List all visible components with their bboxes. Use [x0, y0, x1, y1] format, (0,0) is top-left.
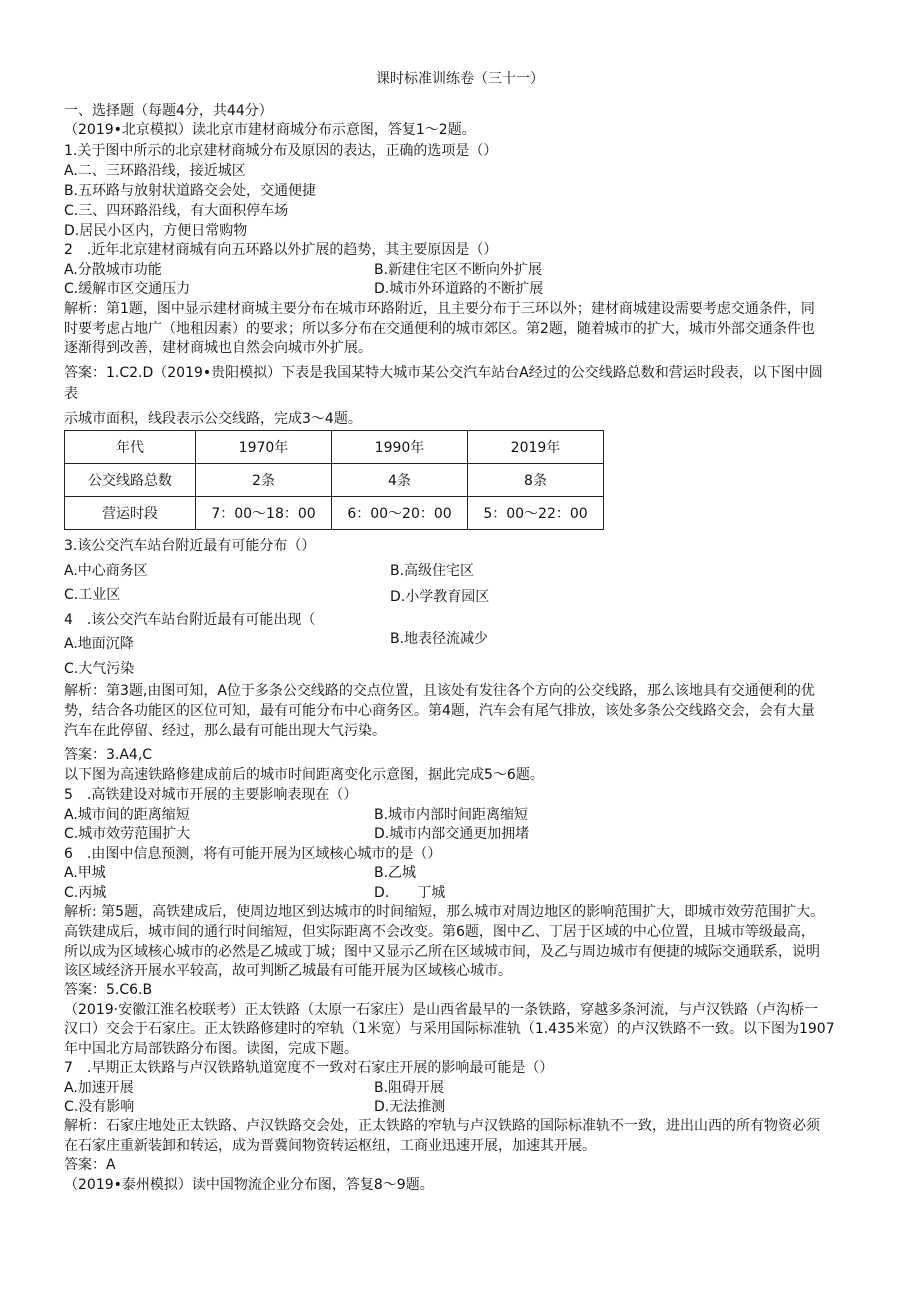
q3-option-c: C.工业区 — [64, 587, 121, 603]
analysis-text: 在石家庄重新装卸和转运，成为晋冀间物资转运枢纽，工商业迅速开展，加速其开展。 — [64, 1138, 596, 1154]
table-header-cell: 年代 — [65, 431, 196, 464]
q6-option-d: D. 丁城 — [374, 885, 446, 901]
analysis-text: 该区域经济开展水平较高，故可判断乙城最有可能开展为区域核心城市。 — [64, 963, 512, 979]
table-cell: 5：00～22：00 — [468, 497, 604, 530]
table-header-row — [65, 431, 604, 464]
q1-option-d: D.居民小区内，方便日常购物 — [64, 223, 248, 239]
q3-option-a: A.中心商务区 — [64, 563, 148, 579]
analysis-text: 时要考虑占地广（地租因素）的要求；所以多分布在交通便利的城市郊区。第2题，随着城市的扩大，城市外部交通条件也 — [64, 321, 815, 337]
question-intro: （2019•泰州模拟）读中国物流企业分布图，答复8～9题。 — [64, 1177, 434, 1193]
q2-option-d: D.城市外环道路的不断扩展 — [374, 281, 544, 297]
q3-option-d: D.小学教育园区 — [390, 589, 490, 605]
q7-option-c: C.没有影响 — [64, 1099, 135, 1115]
analysis-text: 所以成为区域核心城市的必然是乙城或丁城；图中又显示乙所在区域城市间，及乙与周边城市有便捷的城际交通联系，说明 — [64, 944, 820, 960]
table-cell: 公交线路总数 — [65, 464, 196, 497]
q3-option-b: B.高级住宅区 — [390, 563, 475, 579]
table-cell: 2条 — [196, 464, 332, 497]
answer-text: 答案：A — [64, 1157, 116, 1173]
analysis-text: 解析：第1题，图中显示建材商城主要分布在城市环路附近，且主要分布于三环以外；建材商城建设需要考虑交通条件，同 — [64, 301, 815, 317]
table-cell: 7：00～18：00 — [196, 497, 332, 530]
table-row — [65, 497, 604, 530]
section-heading: 一、选择题（每题4分，共44分） — [64, 103, 273, 119]
analysis-text: 解析：石家庄地处正太铁路、卢汉铁路交会处，正太铁路的窄轨与卢汉铁路的国际标准轨不一致，进出山西的所有物资必须 — [64, 1118, 820, 1134]
analysis-text: 势，结合各功能区的区位可知，最有可能分布中心商务区。第4题，汽车会有尾气排放，该处多条公交线路交会，会有大量 — [64, 703, 815, 719]
question-2: 2 .近年北京建材商城有向五环路以外扩展的趋势，其主要原因是（） — [64, 242, 498, 258]
question-5: 5 .高铁建设对城市开展的主要影响表现在（） — [64, 787, 358, 803]
question-intro: 年中国北方局部铁路分布图。读图，完成下题。 — [64, 1041, 358, 1057]
q4-option-c: C.大气污染 — [64, 661, 135, 677]
question-intro: 表 — [64, 386, 78, 402]
q4-option-a: A.地面沉降 — [64, 636, 134, 652]
answer-text: 答案：5.C6.B — [64, 982, 153, 998]
q5-option-c: C.城市效劳范围扩大 — [64, 826, 191, 842]
answer-text: 答案：1.C2.D（2019•贵阳模拟）下表是我国某特大城市某公交汽车站台A经过的公交线路总数和营运时段表，以下图中圆 — [64, 365, 823, 381]
q6-option-b: B.乙城 — [374, 865, 417, 881]
q2-option-c: C.缓解市区交通压力 — [64, 281, 191, 297]
answer-text: 答案：3.A4,C — [64, 747, 153, 763]
q5-option-d: D.城市内部交通更加拥堵 — [374, 826, 530, 842]
q6-option-c: C.丙城 — [64, 885, 107, 901]
question-intro: （2019·安徽江淮名校联考）正太铁路（太原一石家庄）是山西省最早的一条铁路，穿越多条河流，与卢汉铁路（卢沟桥一 — [64, 1002, 819, 1018]
table-cell: 8条 — [468, 464, 604, 497]
table-header-cell: 1990年 — [332, 431, 468, 464]
analysis-text: 逐渐得到改善，建材商城也自然会向城市外扩展。 — [64, 340, 372, 356]
q1-option-b: B.五环路与放射状道路交会处，交通便捷 — [64, 183, 317, 199]
q4-option-b: B.地表径流减少 — [390, 631, 489, 647]
analysis-text: 解析: 第5题，高铁建成后，使周边地区到达城市的时间缩短，那么城市对周边地区的影响范围扩大，即城市效劳范围扩大。 — [64, 904, 825, 920]
q1-option-a: A.二、三环路沿线，接近城区 — [64, 163, 246, 179]
question-intro: 以下图为高速铁路修建成前后的城市时间距离变化示意图，据此完成5～6题。 — [64, 767, 544, 783]
table-cell: 6：00～20：00 — [332, 497, 468, 530]
question-4: 4 .该公交汽车站台附近最有可能出现（ — [64, 612, 316, 628]
analysis-text: 解析：第3题,由图可知，A位于多条公交线路的交点位置，且该处有发往各个方向的公交线路，那么该地具有交通便利的优 — [64, 683, 815, 699]
question-7: 7 .早期正太铁路与卢汉铁路轨道宽度不一致对石家庄开展的影响最可能是（） — [64, 1060, 554, 1076]
q1-option-c: C.三、四环路沿线，有大面积停车场 — [64, 203, 289, 219]
q2-option-a: A.分散城市功能 — [64, 262, 162, 278]
q6-option-a: A.甲城 — [64, 865, 106, 881]
bus-line-table — [64, 430, 604, 530]
page-title: 课时标准训练卷（三十一） — [376, 71, 544, 87]
table-cell: 营运时段 — [65, 497, 196, 530]
question-intro: （2019•北京模拟）读北京市建材商城分布示意图，答复1～2题。 — [64, 122, 476, 138]
analysis-text: 高铁建成后，城市间的通行时间缩短，但实际距离不会改变。第6题，图中乙、丁居于区域的中心位置，且城市等级最高， — [64, 924, 815, 940]
table-header-cell: 1970年 — [196, 431, 332, 464]
q7-option-a: A.加速开展 — [64, 1080, 134, 1096]
q5-option-b: B.城市内部时间距离缩短 — [374, 807, 529, 823]
table-row — [65, 464, 604, 497]
table-header-cell: 2019年 — [468, 431, 604, 464]
q7-option-b: B.阻碍开展 — [374, 1080, 445, 1096]
q2-option-b: B.新建住宅区不断向外扩展 — [374, 262, 543, 278]
analysis-text: 汽车在此停留、经过，那么最有可能出现大气污染。 — [64, 723, 386, 739]
question-1: 1.关于图中所示的北京建材商城分布及原因的表达，正确的选项是（） — [64, 143, 498, 159]
table-cell: 4条 — [332, 464, 468, 497]
question-6: 6 .由图中信息预测，将有可能开展为区域核心城市的是（） — [64, 846, 442, 862]
q5-option-a: A.城市间的距离缩短 — [64, 807, 190, 823]
question-intro: 汉口）交会于石家庄。正太铁路修建时的窄轨（1米宽）与采用国际标准轨（1.435米宽）的卢汉铁路不一致。以下图为1907 — [64, 1021, 835, 1037]
q7-option-d: D.无法推测 — [374, 1099, 446, 1115]
question-intro: 示城市面积，线段表示公交线路，完成3～4题。 — [64, 411, 362, 427]
question-3: 3.该公交汽车站台附近最有可能分布（） — [64, 538, 316, 554]
